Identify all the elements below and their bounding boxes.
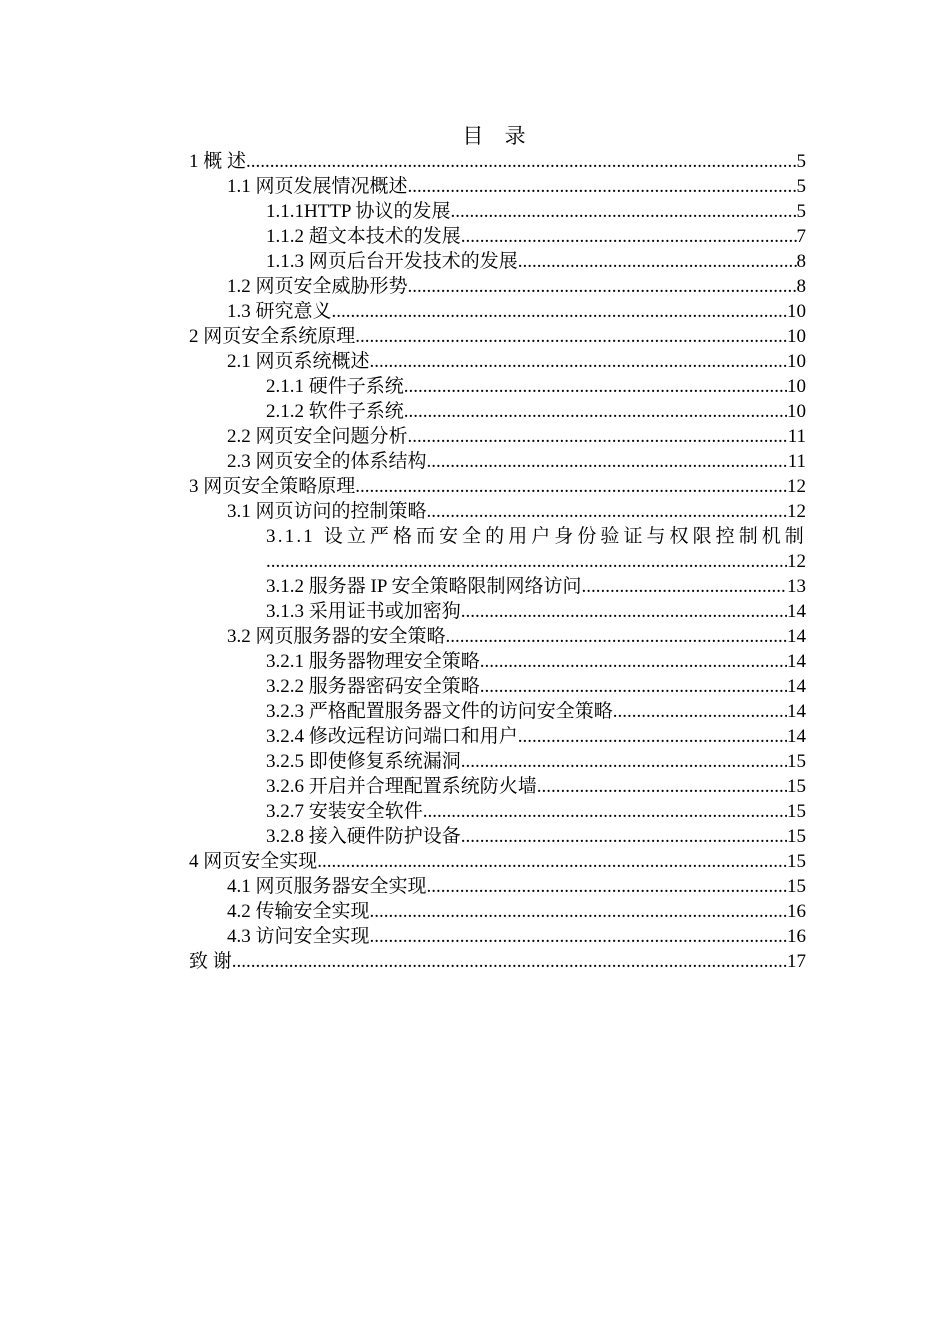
toc-entry-title: 2.1.1 硬件子系统 bbox=[266, 376, 404, 397]
toc-entry-title: 4.1 网页服务器安全实现 bbox=[227, 876, 427, 897]
toc-entry[interactable] bbox=[189, 874, 806, 899]
toc-leader-dots bbox=[518, 724, 787, 749]
toc-entry-title: 3.1.2 服务器 IP 安全策略限制网络访问 bbox=[266, 576, 582, 597]
toc-entry[interactable] bbox=[189, 674, 806, 699]
toc-entry[interactable] bbox=[189, 574, 806, 599]
toc-entry-title: 3.1.3 采用证书或加密狗 bbox=[266, 601, 461, 622]
toc-leader-dots bbox=[370, 924, 787, 949]
toc-entry[interactable] bbox=[189, 724, 806, 749]
toc-entry-title: 3.2.6 开启并合理配置系统防火墙 bbox=[266, 776, 537, 797]
toc-entry-title: 2.3 网页安全的体系结构 bbox=[227, 451, 427, 472]
toc-entry-title: 1 概 述 bbox=[189, 151, 247, 172]
toc-entry-title: 3.2.2 服务器密码安全策略 bbox=[266, 676, 480, 697]
toc-entry[interactable] bbox=[189, 749, 806, 774]
toc-page-number: 14 bbox=[787, 701, 806, 722]
toc-page-number: 5 bbox=[796, 176, 806, 197]
toc-page-number: 12 bbox=[787, 476, 806, 497]
toc-entry[interactable] bbox=[189, 349, 806, 374]
toc-leader-dots bbox=[266, 549, 787, 574]
toc-leader-dots bbox=[408, 424, 788, 449]
toc-leader-dots bbox=[232, 949, 787, 974]
toc-leader-dots bbox=[408, 274, 797, 299]
toc-leader-dots bbox=[461, 599, 787, 624]
toc-page-number: 14 bbox=[787, 626, 806, 647]
toc-entry[interactable] bbox=[189, 899, 806, 924]
toc-page-number: 13 bbox=[787, 576, 806, 597]
toc-entry-title: 3.2.1 服务器物理安全策略 bbox=[266, 651, 480, 672]
toc-page-number: 15 bbox=[787, 876, 806, 897]
toc-leader-dots bbox=[404, 399, 787, 424]
toc-leader-dots bbox=[613, 699, 787, 724]
toc-page-number: 8 bbox=[796, 276, 806, 297]
toc-page-number: 12 bbox=[787, 501, 806, 522]
toc-leader-dots bbox=[332, 299, 787, 324]
toc-entry[interactable] bbox=[189, 699, 806, 724]
toc-entry[interactable] bbox=[189, 299, 806, 324]
toc-page-number: 14 bbox=[787, 651, 806, 672]
toc-page-number: 14 bbox=[787, 726, 806, 747]
toc-page-number: 15 bbox=[787, 751, 806, 772]
toc-leader-dots bbox=[480, 649, 787, 674]
toc-entry-title: 2.1.2 软件子系统 bbox=[266, 401, 404, 422]
toc-entry[interactable] bbox=[189, 424, 806, 449]
toc-page-number: 15 bbox=[787, 776, 806, 797]
toc-page-number: 14 bbox=[787, 601, 806, 622]
toc-entry-title: 3.2 网页服务器的安全策略 bbox=[227, 626, 446, 647]
toc-entry-title: 1.1 网页发展情况概述 bbox=[227, 176, 408, 197]
toc-entry[interactable] bbox=[189, 824, 806, 849]
toc-entry-title: 3.1 网页访问的控制策略 bbox=[227, 501, 427, 522]
toc-leader-dots bbox=[355, 474, 787, 499]
toc-leader-dots bbox=[480, 674, 787, 699]
toc-entry-title: 3.2.4 修改远程访问端口和用户 bbox=[266, 726, 518, 747]
toc-page-number: 10 bbox=[787, 376, 806, 397]
table-of-contents bbox=[189, 149, 806, 974]
toc-entry-title: 4 网页安全实现 bbox=[189, 851, 318, 872]
toc-entry[interactable] bbox=[189, 324, 806, 349]
toc-leader-dots bbox=[370, 899, 787, 924]
toc-page-number: 5 bbox=[796, 151, 806, 172]
toc-page-number: 15 bbox=[787, 851, 806, 872]
toc-leader-dots bbox=[404, 374, 787, 399]
toc-page-number: 15 bbox=[787, 826, 806, 847]
toc-entry[interactable] bbox=[189, 174, 806, 199]
toc-title: 目 录 bbox=[462, 124, 534, 148]
toc-leader-dots bbox=[451, 199, 797, 224]
toc-leader-dots bbox=[446, 624, 787, 649]
toc-entry-title: 2 网页安全系统原理 bbox=[189, 326, 356, 347]
toc-entry-title: 致 谢 bbox=[189, 951, 232, 972]
toc-entry[interactable] bbox=[189, 799, 806, 824]
toc-entry-title: 1.2 网页安全威胁形势 bbox=[227, 276, 408, 297]
toc-leader-dots bbox=[317, 849, 787, 874]
toc-entry[interactable] bbox=[189, 924, 806, 949]
toc-leader-dots bbox=[427, 499, 787, 524]
toc-entry[interactable] bbox=[189, 374, 806, 399]
toc-entry-title: 3.2.3 严格配置服务器文件的访问安全策略 bbox=[266, 701, 613, 722]
toc-entry-title: 2.2 网页安全问题分析 bbox=[227, 426, 408, 447]
toc-leader-dots bbox=[518, 249, 797, 274]
toc-entry[interactable] bbox=[189, 449, 806, 474]
toc-page-number: 12 bbox=[787, 551, 806, 572]
toc-entry[interactable] bbox=[189, 274, 806, 299]
toc-page-number: 10 bbox=[787, 326, 806, 347]
toc-page-number: 11 bbox=[787, 426, 806, 447]
toc-leader-dots bbox=[408, 174, 797, 199]
toc-entry[interactable] bbox=[189, 474, 806, 499]
toc-entry[interactable] bbox=[189, 499, 806, 524]
toc-entry-title: 3.1.1 设立严格而安全的用户身份验证与权限控制机制 bbox=[266, 526, 806, 547]
toc-leader-dots bbox=[370, 349, 787, 374]
toc-entry[interactable] bbox=[189, 399, 806, 424]
toc-leader-dots bbox=[461, 749, 787, 774]
toc-page-number: 7 bbox=[796, 226, 806, 247]
toc-entry[interactable] bbox=[189, 524, 806, 574]
toc-leader-dots bbox=[581, 574, 787, 599]
toc-page-number: 11 bbox=[787, 451, 806, 472]
toc-entry-title: 3.2.5 即使修复系统漏洞 bbox=[266, 751, 461, 772]
toc-entry[interactable] bbox=[189, 849, 806, 874]
toc-leader-dots bbox=[427, 874, 787, 899]
toc-entry[interactable] bbox=[189, 249, 806, 274]
toc-entry-title: 3 网页安全策略原理 bbox=[189, 476, 356, 497]
toc-leader-dots bbox=[537, 774, 787, 799]
toc-entry-title: 3.2.7 安装安全软件 bbox=[266, 801, 423, 822]
toc-entry-title: 4.2 传输安全实现 bbox=[227, 901, 370, 922]
toc-leader-dots bbox=[355, 324, 787, 349]
toc-entry-title: 1.3 研究意义 bbox=[227, 301, 332, 322]
toc-page-number: 17 bbox=[787, 951, 806, 972]
toc-leader-dots bbox=[461, 224, 797, 249]
toc-page-number: 10 bbox=[787, 401, 806, 422]
toc-entry-title: 1.1.3 网页后台开发技术的发展 bbox=[266, 251, 518, 272]
toc-entry-title: 3.2.8 接入硬件防护设备 bbox=[266, 826, 461, 847]
toc-page-number: 14 bbox=[787, 676, 806, 697]
toc-leader-dots bbox=[461, 824, 787, 849]
toc-entry[interactable] bbox=[189, 149, 806, 174]
toc-page-number: 10 bbox=[787, 351, 806, 372]
toc-leader-dots bbox=[427, 449, 788, 474]
toc-entry-title: 1.1.1HTTP 协议的发展 bbox=[266, 201, 451, 222]
toc-page-number: 8 bbox=[796, 251, 806, 272]
toc-entry[interactable] bbox=[189, 649, 806, 674]
toc-entry[interactable] bbox=[189, 624, 806, 649]
toc-entry[interactable] bbox=[189, 199, 806, 224]
toc-entry-title: 2.1 网页系统概述 bbox=[227, 351, 370, 372]
toc-page-number: 16 bbox=[787, 901, 806, 922]
toc-page-number: 16 bbox=[787, 926, 806, 947]
toc-entry[interactable] bbox=[189, 599, 806, 624]
toc-entry-title: 1.1.2 超文本技术的发展 bbox=[266, 226, 461, 247]
toc-entry[interactable] bbox=[189, 949, 806, 974]
toc-entry[interactable] bbox=[189, 774, 806, 799]
toc-page-number: 15 bbox=[787, 801, 806, 822]
toc-entry-title: 4.3 访问安全实现 bbox=[227, 926, 370, 947]
toc-leader-dots bbox=[423, 799, 787, 824]
toc-page-number: 5 bbox=[796, 201, 806, 222]
toc-entry[interactable] bbox=[189, 224, 806, 249]
toc-leader-dots bbox=[246, 149, 796, 174]
toc-page-number: 10 bbox=[787, 301, 806, 322]
